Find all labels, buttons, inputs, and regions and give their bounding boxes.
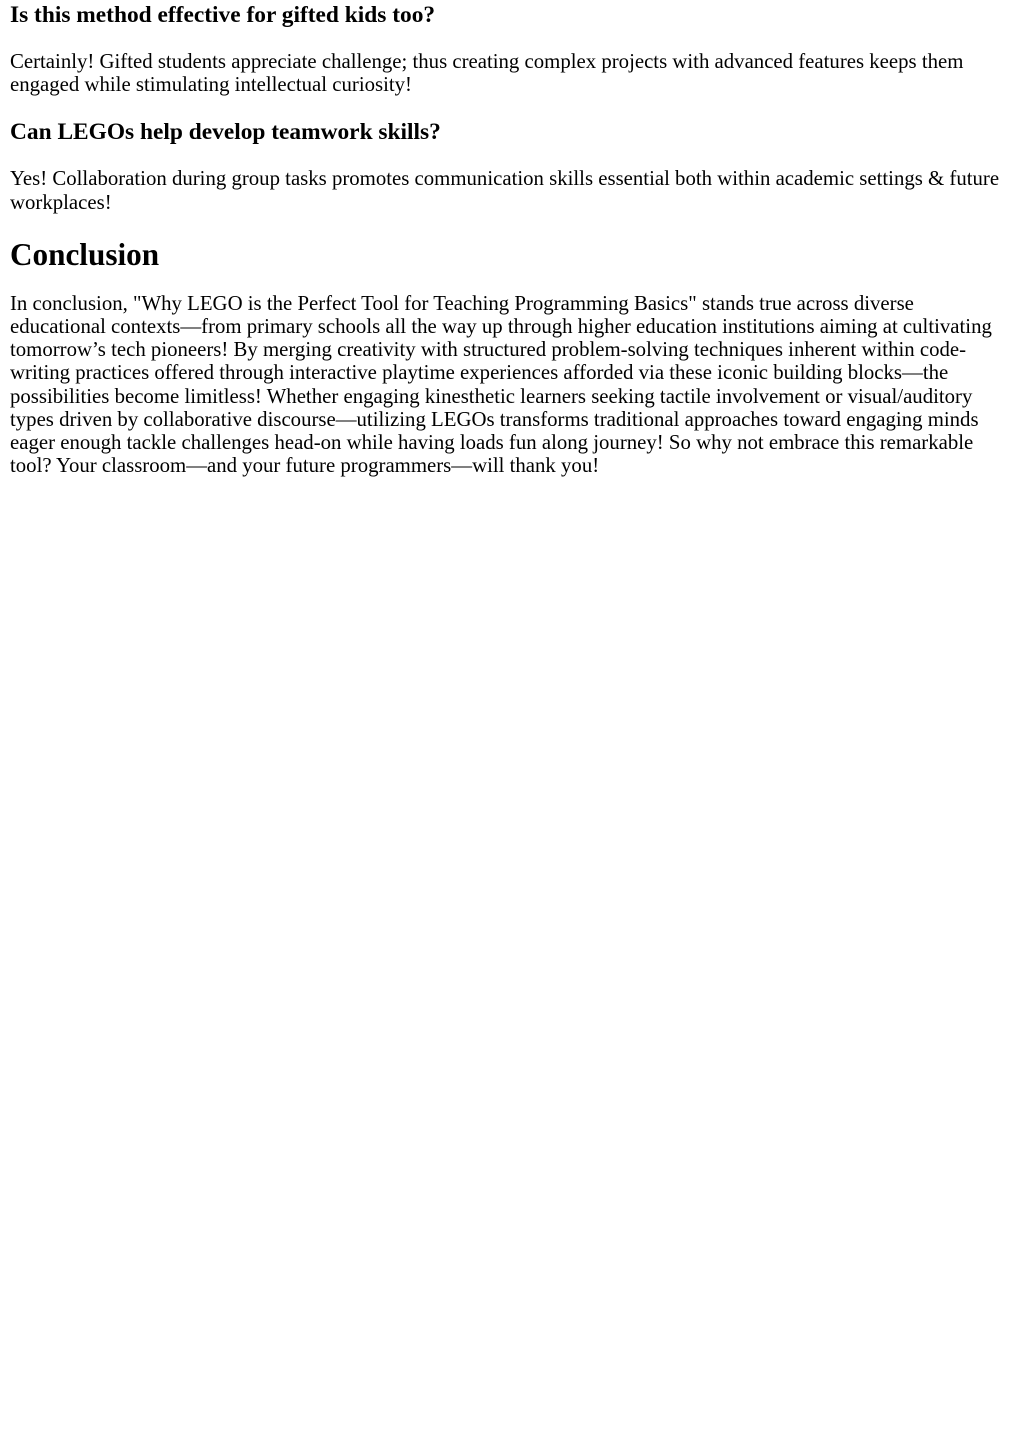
faq-item xyxy=(10,118,1014,213)
faq-question: Can LEGOs help develop teamwork skills? xyxy=(10,119,441,146)
faq-item xyxy=(10,1,1014,96)
conclusion-paragraph: In conclusion, "Why LEGO is the Perfect Tool for Teaching Programming Basics" stands true across diverse educational contexts—from primary schools all the way up through higher education institutions aiming at cultivating tomorrow’s tech pioneers! By merging creativity with structured problem-solving techniques inherent within code-writing practices offered through interactive playtime experiences afforded via these iconic building blocks—the possibilities become limitless! Whether engaging kinesthetic learners seeking tactile involvement or visual/auditory types driven by collaborative discourse—utilizing LEGOs transforms traditional approaches toward engaging minds eager enough tackle challenges head-on while having loads fun along journey! So why not embrace this remarkable tool? Your classroom—and your future programmers—will thank you! xyxy=(10,291,992,478)
conclusion-heading: Conclusion xyxy=(10,236,160,272)
faq-answer: Certainly! Gifted students appreciate challenge; thus creating complex projects with advanced features keeps them engaged while stimulating intellectual curiosity! xyxy=(10,50,964,97)
faq-answer: Yes! Collaboration during group tasks promotes communication skills essential both within academic settings & future workplaces! xyxy=(10,167,1000,214)
article-content xyxy=(10,1,1014,477)
faq-question: Is this method effective for gifted kids too? xyxy=(10,2,436,28)
